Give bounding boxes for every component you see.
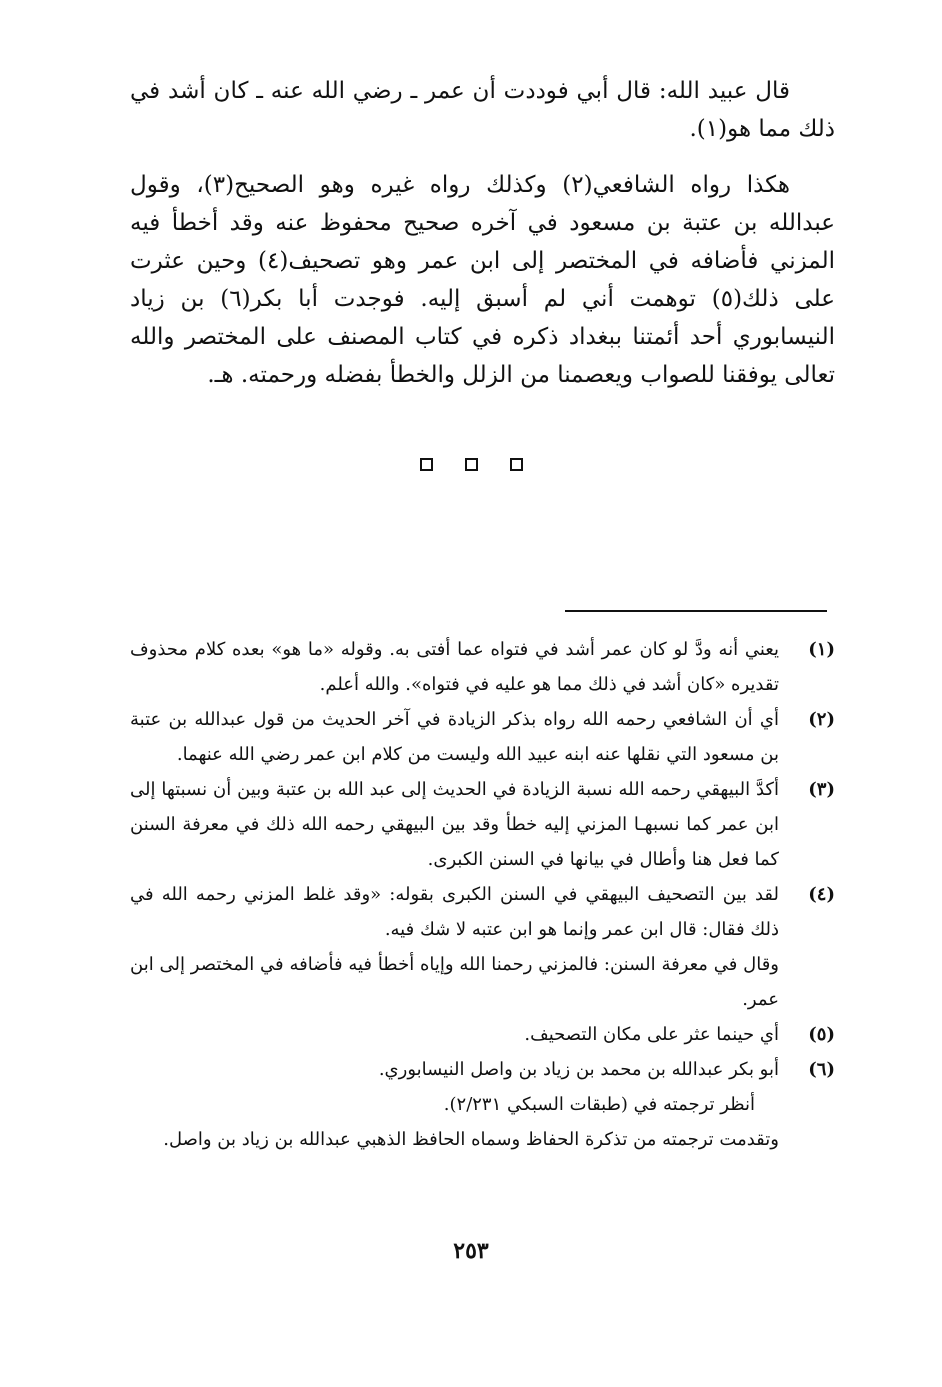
footnote xyxy=(130,772,835,877)
footnote xyxy=(130,1052,835,1087)
footnote-number: (٢) xyxy=(808,709,835,730)
footnote-text: لقد بين التصحيف البيهقي في السنن الكبرى بقوله: «وقد غلط المزني رحمه الله في ذلك فقال: قال ابن عمر وإنما هو ابن عتبه لا شك فيه. xyxy=(130,884,779,940)
footnote xyxy=(130,877,835,947)
footnote-text: يعني أنه ودَّ لو كان عمر أشد في فتواه عما أفتى به. وقوله «ما هو» بعده كلام محذوف تقديره «كان أشد في ذلك مما هو عليه في فتواه». والله أعلم. xyxy=(130,639,779,695)
footnote-text: أي أن الشافعي رحمه الله رواه بذكر الزيادة في آخر الحديث من قول عبدالله بن عتبة بن مسعود التي نقلها عنه ابنه عبيد الله وليست من كلام ابن عمر رضي الله عنهما. xyxy=(130,709,779,765)
footnote-text: أبو بكر عبدالله بن محمد بن زياد بن واصل النيسابوري. xyxy=(378,1059,779,1080)
footnote-text: أكدَّ البيهقي رحمه الله نسبة الزيادة في الحديث إلى عبد الله بن عتبة وبين أن نسبتها إلى ابن عمر كما نسبهـا المزني إليه خطأ وقد بين البيهقي رحمه الله ذلك في معرفة السنن كما فعل هنا وأطال في بيانها في السنن الكبرى. xyxy=(130,779,779,870)
footnote-number: (٥) xyxy=(808,1024,835,1045)
footnotes xyxy=(130,632,835,1157)
separator-square xyxy=(465,458,478,471)
footnote-number: (١) xyxy=(808,639,835,660)
main-paragraph: قال عبيد الله: قال أبي فوددت أن عمر ـ رضي الله عنه ـ كان أشد في ذلك مما هو(١). xyxy=(130,78,835,142)
footnote-text: أي حينما عثر على مكان التصحيف. xyxy=(524,1024,779,1045)
footnote-continuation: أنظر ترجمته في (طبقات السبكي ٢/٢٣١). xyxy=(443,1094,755,1115)
footnote xyxy=(130,702,835,772)
footnote-number: (٣) xyxy=(808,779,835,800)
main-paragraph: هكذا رواه الشافعي(٢) وكذلك رواه غيره وهو الصحيح(٣)، وقول عبدالله بن عتبة بن مسعود في آخره صحيح محفوظ عنه وقد أخطأ فيه المزني فأضافه في المختصر إلى ابن عمر وهو تصحيف(٤) وحين عثرت على ذلك(٥) توهمت أني لم أسبق إليه. فوجدت أبا بكر(٦) بن زياد النيسابوري أحد أئمتنا ببغداد ذكره في كتاب المصنف على المختصر والله تعالى يوفقنا للصواب ويعصمنا من الزلل والخطأ بفضله ورحمته. هـ. xyxy=(130,172,835,388)
footnote-continuation: وتقدمت ترجمته من تذكرة الحفاظ وسماه الحافظ الذهبي عبدالله بن زياد بن واصل. xyxy=(163,1129,779,1150)
footnote-continuation: وقال في معرفة السنن: فالمزني رحمنا الله وإياه أخطأ فيه فأضافه في المختصر إلى ابن عمر. xyxy=(130,954,779,1010)
footnote xyxy=(130,632,835,702)
footnote-number: (٤) xyxy=(808,884,835,905)
footnote-rule xyxy=(565,610,827,612)
main-text xyxy=(130,72,835,394)
footnote xyxy=(130,1017,835,1052)
separator-square xyxy=(510,458,523,471)
footnote-number: (٦) xyxy=(808,1059,835,1080)
separator-square xyxy=(420,458,433,471)
section-separator xyxy=(0,458,942,484)
page-number: ٢٥٣ xyxy=(453,1238,489,1264)
